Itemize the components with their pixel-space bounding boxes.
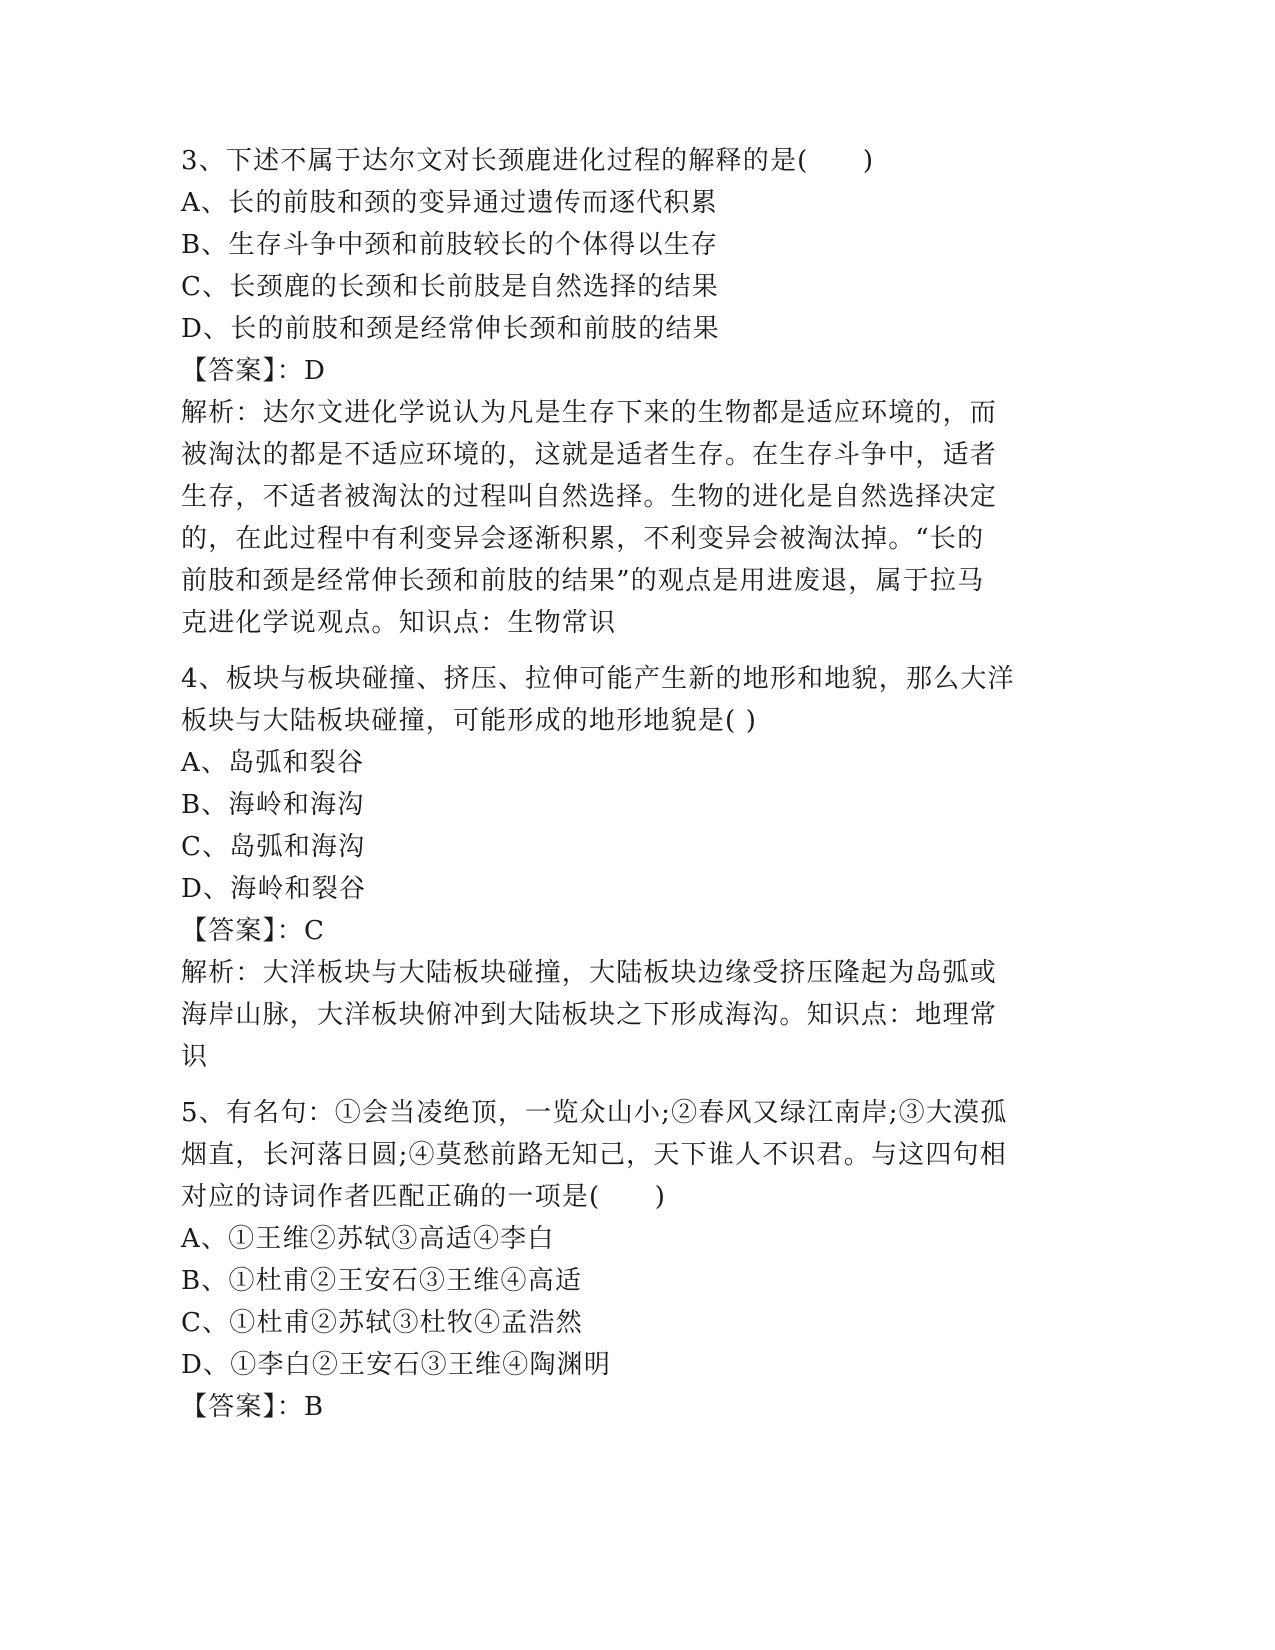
analysis-line: 克进化学说观点。知识点：生物常识 <box>181 608 617 638</box>
question-stem: 对应的诗词作者匹配正确的一项是( ) <box>181 1182 667 1212</box>
analysis-line: 的，在此过程中有利变异会逐渐积累，不利变异会被淘汰掉。“长的 <box>181 524 985 554</box>
question-3 <box>181 140 1041 644</box>
question-4 <box>181 658 1041 1078</box>
question-stem: 板块与大陆板块碰撞，可能形成的地形地貌是( ) <box>181 706 758 736</box>
option-a: A、长的前肢和颈的变异通过遗传而逐代积累 <box>181 188 718 218</box>
option-a: A、岛弧和裂谷 <box>181 748 365 778</box>
analysis-line: 识 <box>181 1042 209 1072</box>
question-stem: 3、下述不属于达尔文对长颈鹿进化过程的解释的是( ) <box>181 146 875 176</box>
option-d: D、长的前肢和颈是经常伸长颈和前肢的结果 <box>181 314 720 344</box>
answer: 【答案】：B <box>181 1392 325 1422</box>
analysis-line: 生存，不适者被淘汰的过程叫自然选择。生物的进化是自然选择决定 <box>181 482 998 512</box>
analysis-line: 解析：达尔文进化学说认为凡是生存下来的生物都是适应环境的，而 <box>181 398 998 428</box>
analysis-line: 海岸山脉，大洋板块俯冲到大陆板块之下形成海沟。知识点：地理常 <box>181 1000 998 1030</box>
answer: 【答案】：C <box>181 916 326 946</box>
analysis-line: 解析：大洋板块与大陆板块碰撞，大陆板块边缘受挤压隆起为岛弧或 <box>181 958 998 988</box>
option-b: B、生存斗争中颈和前肢较长的个体得以生存 <box>181 230 719 260</box>
question-stem: 4、板块与板块碰撞、挤压、拉伸可能产生新的地形和地貌，那么大洋 <box>181 664 1015 694</box>
option-c: C、①杜甫②苏轼③杜牧④孟浩然 <box>181 1308 583 1338</box>
question-stem: 烟直，长河落日圆;④莫愁前路无知己，天下谁人不识君。与这四句相 <box>181 1140 1007 1170</box>
option-a: A、①王维②苏轼③高适④李白 <box>181 1224 555 1254</box>
analysis-line: 前肢和颈是经常伸长颈和前肢的结果”的观点是用进废退，属于拉马 <box>181 566 985 596</box>
section-gap <box>181 644 1041 658</box>
section-gap <box>181 1078 1041 1092</box>
option-c: C、岛弧和海沟 <box>181 832 366 862</box>
document-page <box>181 140 1041 1428</box>
answer: 【答案】：D <box>181 356 327 386</box>
option-b: B、①杜甫②王安石③王维④高适 <box>181 1266 583 1296</box>
analysis-line: 被淘汰的都是不适应环境的，这就是适者生存。在生存斗争中，适者 <box>181 440 998 470</box>
option-b: B、海岭和海沟 <box>181 790 365 820</box>
question-5 <box>181 1092 1041 1428</box>
option-d: D、海岭和裂谷 <box>181 874 367 904</box>
option-c: C、长颈鹿的长颈和长前肢是自然选择的结果 <box>181 272 719 302</box>
question-stem: 5、有名句：①会当凌绝顶，一览众山小;②春风又绿江南岸;③大漠孤 <box>181 1098 1008 1128</box>
option-d: D、①李白②王安石③王维④陶渊明 <box>181 1350 612 1380</box>
